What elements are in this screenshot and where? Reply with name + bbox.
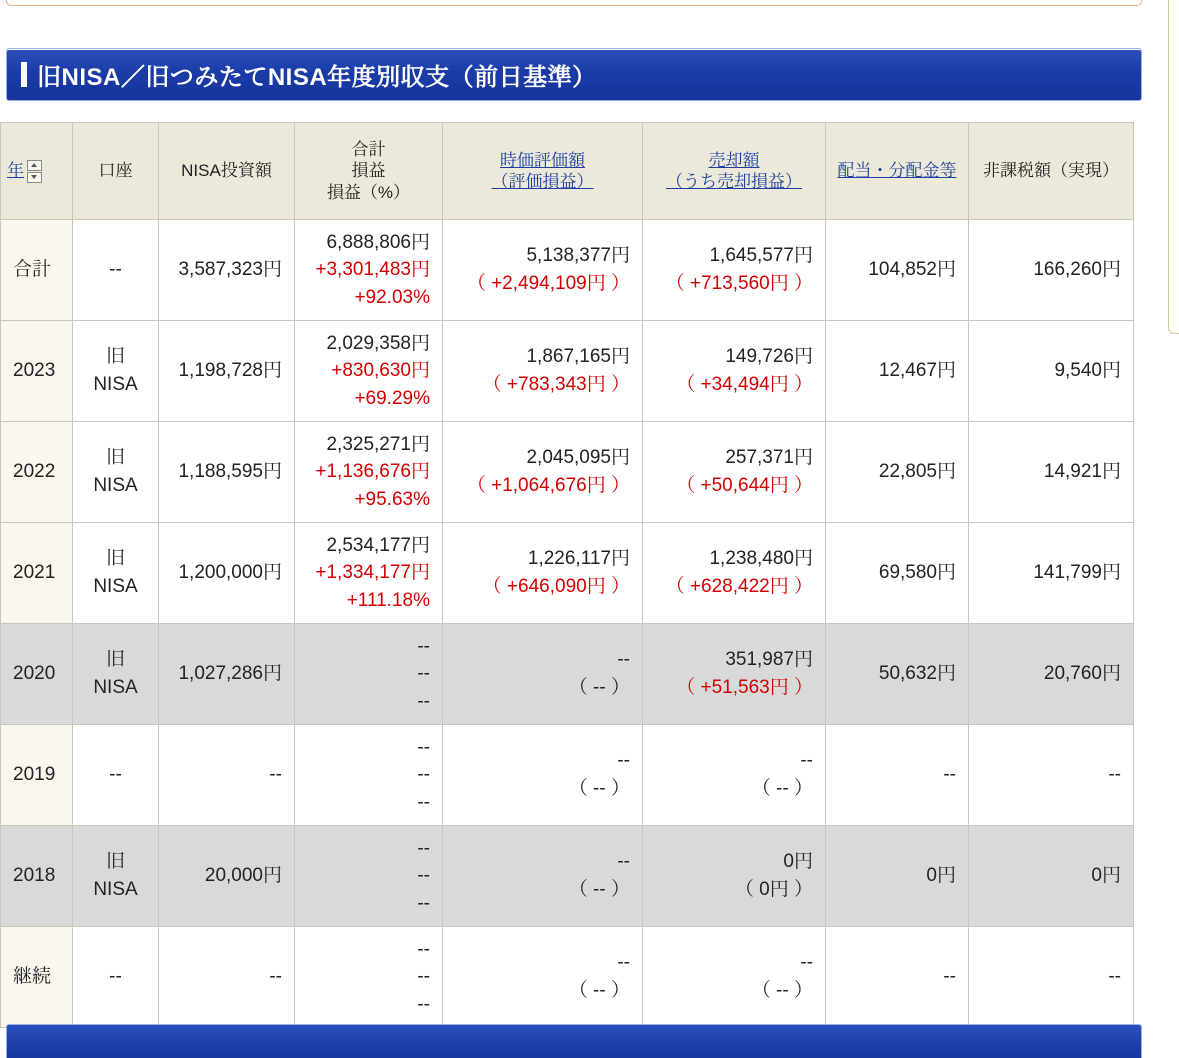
cell-pl-pct: -- (417, 993, 430, 1015)
cell-pl-total: -- (417, 837, 430, 859)
cell-investment: -- (159, 725, 295, 826)
cell-investment: 1,198,728円 (159, 321, 295, 422)
cell-eval-amount: -- (617, 952, 630, 974)
cell-eval-gain: （ -- ） (568, 778, 630, 799)
cell-pl-gain: -- (417, 764, 430, 786)
cell-account: -- (73, 927, 159, 1028)
cell-sell-gain: （ +713,560円 ） (665, 273, 813, 294)
cell-investment: 1,027,286円 (159, 624, 295, 725)
cell-pl-pct: -- (417, 892, 430, 914)
cell-profit-loss (295, 725, 443, 826)
cell-pl-total: -- (417, 938, 430, 960)
cell-pl-total: -- (417, 635, 430, 657)
cell-sell-gain: （ +34,494円 ） (676, 374, 813, 395)
section-header (6, 48, 1142, 101)
column-header-dividend-label[interactable]: 配当・分配金等 (837, 161, 957, 181)
cell-dividend: -- (826, 927, 969, 1028)
column-header-investment: NISA投資額 (159, 123, 295, 220)
table-row (1, 725, 1134, 826)
cell-sell-gain: （ +51,563円 ） (676, 677, 813, 698)
cell-account: 旧NISA (73, 624, 159, 725)
table-row (1, 826, 1134, 927)
column-header-evaluation[interactable] (443, 123, 643, 220)
column-header-year[interactable] (1, 123, 73, 220)
cell-eval-gain: （ -- ） (568, 980, 630, 1001)
column-header-profit-loss (295, 123, 443, 220)
cell-eval-gain: （ +783,343円 ） (482, 374, 630, 395)
cell-eval-amount: 5,138,377円 (526, 245, 630, 267)
cell-sales (643, 826, 826, 927)
cell-profit-loss (295, 422, 443, 523)
cell-sell-amount: 149,726円 (725, 346, 813, 368)
table-row (1, 422, 1134, 523)
cell-pl-gain: -- (417, 966, 430, 988)
nisa-yearly-table (0, 122, 1134, 1028)
cell-sell-amount: 257,371円 (725, 447, 813, 469)
column-header-sales-line2[interactable]: （うち売却損益） (666, 172, 802, 191)
section-title: 旧NISA／旧つみたてNISA年度別収支（前日基準） (37, 64, 597, 91)
cell-year: 2023 (1, 321, 73, 422)
cell-taxfree: 9,540円 (969, 321, 1134, 422)
column-header-evaluation-line2[interactable]: （評価損益） (491, 172, 594, 191)
cell-pl-pct: +111.18% (346, 589, 430, 611)
cell-sales (643, 321, 826, 422)
cell-profit-loss (295, 826, 443, 927)
column-header-account: 口座 (73, 123, 159, 220)
cell-evaluation (443, 927, 643, 1028)
cell-investment: 1,200,000円 (159, 523, 295, 624)
cell-investment: 3,587,323円 (159, 220, 295, 321)
cell-dividend: -- (826, 725, 969, 826)
cell-sales (643, 725, 826, 826)
cell-pl-gain: +1,334,177円 (315, 562, 430, 584)
cell-sales (643, 220, 826, 321)
cell-dividend: 0円 (826, 826, 969, 927)
cell-pl-total: -- (417, 736, 430, 758)
cell-sales (643, 422, 826, 523)
cell-profit-loss (295, 321, 443, 422)
cell-taxfree: 141,799円 (969, 523, 1134, 624)
cell-eval-amount: -- (617, 750, 630, 772)
column-header-evaluation-line1[interactable]: 時価評価額 (500, 150, 585, 170)
cell-pl-gain: -- (417, 865, 430, 887)
cell-eval-amount: 2,045,095円 (526, 447, 630, 469)
cell-evaluation (443, 422, 643, 523)
cell-taxfree: 0円 (969, 826, 1134, 927)
cell-sell-amount: 1,645,577円 (709, 245, 813, 267)
right-side-panel (1168, 0, 1179, 334)
table-row (1, 220, 1134, 321)
cell-investment: 1,188,595円 (159, 422, 295, 523)
column-header-sales[interactable] (643, 123, 826, 220)
cell-investment: 20,000円 (159, 826, 295, 927)
cell-pl-gain: -- (417, 663, 430, 685)
cell-sell-gain: （ +628,422円 ） (665, 576, 813, 597)
cell-pl-total: 6,888,806円 (326, 231, 430, 253)
cell-pl-total: 2,325,271円 (326, 433, 430, 455)
section-header-accent-bar (21, 62, 27, 87)
cell-eval-amount: -- (617, 851, 630, 873)
sort-descending-icon[interactable] (27, 172, 42, 183)
table-body (1, 220, 1134, 1028)
column-header-taxfree: 非課税額（実現） (969, 123, 1134, 220)
cell-evaluation (443, 321, 643, 422)
column-header-pl-line3: 損益（%） (326, 182, 411, 202)
cell-evaluation (443, 624, 643, 725)
cell-taxfree: 14,921円 (969, 422, 1134, 523)
cell-sales (643, 624, 826, 725)
cell-sell-gain: （ -- ） (751, 980, 813, 1001)
column-header-sales-line1[interactable]: 売却額 (708, 150, 760, 170)
cell-year: 継続 (1, 927, 73, 1028)
cell-pl-total: 2,029,358円 (326, 332, 430, 354)
cell-evaluation (443, 725, 643, 826)
cell-pl-pct: +92.03% (354, 286, 430, 308)
cell-pl-gain: +830,630円 (331, 360, 430, 382)
cell-year: 2019 (1, 725, 73, 826)
cell-dividend: 50,632円 (826, 624, 969, 725)
cell-sell-gain: （ 0円 ） (734, 879, 813, 900)
cell-pl-pct: -- (417, 791, 430, 813)
cell-year: 2021 (1, 523, 73, 624)
cell-taxfree: -- (969, 927, 1134, 1028)
sort-ascending-icon[interactable] (27, 160, 42, 171)
cell-year: 合計 (1, 220, 73, 321)
table-header-row (1, 123, 1134, 220)
cell-eval-gain: （ +2,494,109円 ） (466, 273, 630, 294)
column-header-dividend[interactable] (826, 123, 969, 220)
cell-dividend: 12,467円 (826, 321, 969, 422)
top-panel-clip (6, 0, 1142, 6)
cell-dividend: 104,852円 (826, 220, 969, 321)
cell-pl-gain: +3,301,483円 (315, 259, 430, 281)
table-row (1, 624, 1134, 725)
cell-profit-loss (295, 220, 443, 321)
column-header-pl-line1: 合計 (351, 140, 386, 160)
cell-evaluation (443, 523, 643, 624)
cell-taxfree: 20,760円 (969, 624, 1134, 725)
cell-sell-amount: 0円 (783, 851, 813, 873)
table-head (1, 123, 1134, 220)
cell-profit-loss (295, 927, 443, 1028)
cell-investment: -- (159, 927, 295, 1028)
cell-year: 2022 (1, 422, 73, 523)
cell-sell-amount: -- (800, 952, 813, 974)
cell-profit-loss (295, 624, 443, 725)
cell-account: -- (73, 220, 159, 321)
table-row (1, 523, 1134, 624)
cell-pl-pct: +69.29% (354, 387, 430, 409)
cell-year: 2020 (1, 624, 73, 725)
cell-dividend: 22,805円 (826, 422, 969, 523)
cell-sell-amount: 1,238,480円 (709, 548, 813, 570)
column-header-year-label[interactable]: 年 (7, 161, 24, 181)
cell-account: 旧NISA (73, 523, 159, 624)
cell-eval-amount: 1,226,117円 (527, 548, 630, 570)
cell-pl-pct: +95.63% (354, 488, 430, 510)
nisa-yearly-table-container (0, 122, 1133, 1028)
cell-sell-gain: （ +50,644円 ） (676, 475, 813, 496)
sort-toggle-icon[interactable] (27, 160, 42, 183)
cell-evaluation (443, 220, 643, 321)
cell-eval-amount: -- (617, 649, 630, 671)
cell-account: 旧NISA (73, 321, 159, 422)
table-row (1, 321, 1134, 422)
cell-year: 2018 (1, 826, 73, 927)
cell-eval-gain: （ +1,064,676円 ） (466, 475, 630, 496)
cell-pl-total: 2,534,177円 (326, 534, 430, 556)
cell-account: -- (73, 725, 159, 826)
cell-eval-amount: 1,867,165円 (526, 346, 630, 368)
cell-sell-gain: （ -- ） (751, 778, 813, 799)
cell-account: 旧NISA (73, 826, 159, 927)
cell-eval-gain: （ +646,090円 ） (482, 576, 630, 597)
cell-pl-gain: +1,136,676円 (315, 461, 430, 483)
cell-taxfree: -- (969, 725, 1134, 826)
cell-evaluation (443, 826, 643, 927)
column-header-pl-line2: 損益 (351, 161, 386, 181)
cell-dividend: 69,580円 (826, 523, 969, 624)
cell-pl-pct: -- (417, 690, 430, 712)
cell-eval-gain: （ -- ） (568, 879, 630, 900)
cell-sell-amount: -- (800, 750, 813, 772)
next-section-header (6, 1024, 1142, 1058)
cell-taxfree: 166,260円 (969, 220, 1134, 321)
cell-eval-gain: （ -- ） (568, 677, 630, 698)
cell-profit-loss (295, 523, 443, 624)
table-row (1, 927, 1134, 1028)
cell-sell-amount: 351,987円 (725, 649, 813, 671)
cell-sales (643, 523, 826, 624)
cell-sales (643, 927, 826, 1028)
cell-account: 旧NISA (73, 422, 159, 523)
